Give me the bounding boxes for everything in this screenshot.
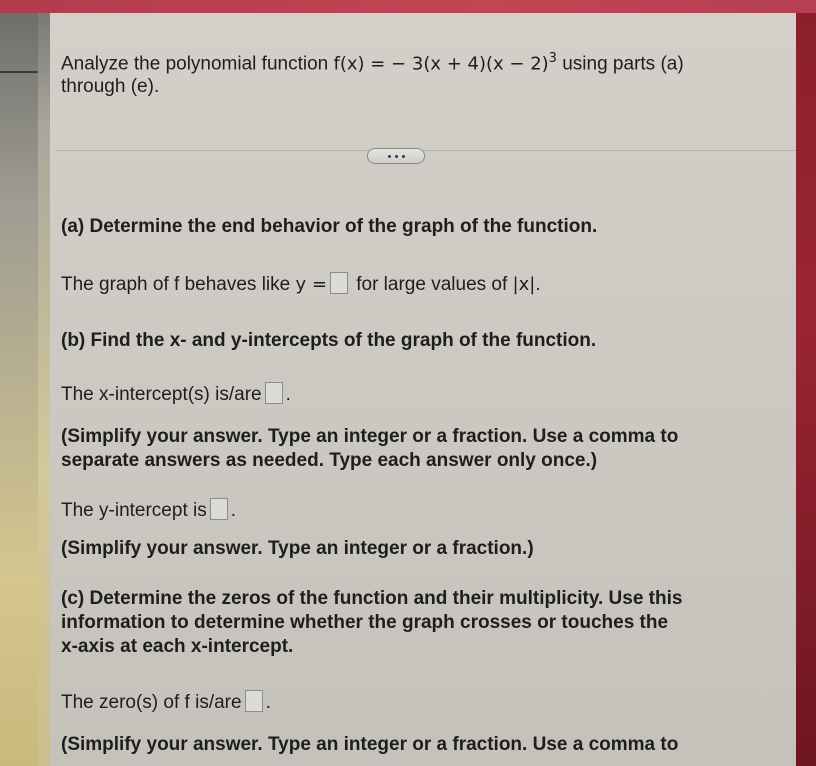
intro-line-2: through (e). — [61, 76, 160, 97]
function-expression: f(x) = − 3(x + 4)(x − 2) — [333, 53, 549, 75]
y-intercept-end: . — [230, 500, 237, 521]
x-intercept-note-2: separate answers as needed. Type each answer only once.) — [61, 450, 598, 471]
part-c-heading-1: (c) Determine the zeros of the function and their multiplicity. Use this — [61, 588, 683, 609]
y-intercept-label: The y-intercept is — [61, 500, 207, 521]
x-intercept-answer-box[interactable] — [265, 382, 283, 404]
zeros-end: . — [265, 692, 271, 713]
x-intercept-label: The x-intercept(s) is/are — [61, 384, 262, 405]
abs-x: |x| — [512, 274, 536, 295]
y-intercept-answer-box[interactable] — [210, 498, 228, 520]
x-intercept-prompt — [61, 382, 291, 406]
left-edge-inner — [0, 13, 38, 766]
part-c-heading-3: x-axis at each x-intercept. — [61, 636, 294, 657]
zeros-note-1: (Simplify your answer. Type an integer or a fraction. Use a comma to — [61, 734, 679, 755]
dot-icon — [402, 155, 405, 158]
intro-line-1 — [61, 48, 684, 75]
dot-icon — [395, 155, 398, 158]
left-edge-cap — [0, 71, 38, 73]
part-a-equation: y = — [295, 274, 327, 295]
part-c-heading-2: information to determine whether the graph crosses or touches the — [61, 612, 669, 633]
part-a-prompt-prefix: The graph of f behaves like — [61, 274, 296, 295]
part-a-prompt-end: . — [535, 274, 541, 295]
top-bar — [0, 0, 816, 13]
dot-icon — [388, 155, 391, 158]
y-intercept-prompt — [61, 498, 236, 522]
part-a-prompt-mid: for large values of — [350, 274, 513, 295]
x-intercept-end: . — [285, 384, 291, 405]
part-a-prompt — [61, 272, 541, 296]
zeros-answer-box[interactable] — [245, 690, 263, 712]
end-behavior-answer-box[interactable] — [330, 272, 348, 294]
expand-more-button[interactable] — [367, 148, 425, 164]
y-intercept-note: (Simplify your answer. Type an integer or a fraction.) — [61, 538, 534, 559]
right-edge — [796, 13, 816, 766]
section-divider — [56, 150, 796, 151]
zeros-prompt — [61, 690, 271, 714]
intro-prefix: Analyze the polynomial function — [61, 53, 334, 75]
zeros-label: The zero(s) of f is/are — [61, 692, 242, 713]
function-exponent: 3 — [548, 51, 557, 66]
left-edge — [0, 13, 50, 766]
intro-suffix: using parts (a) — [556, 53, 684, 75]
part-a-heading: (a) Determine the end behavior of the graph of the function. — [61, 216, 598, 237]
part-b-heading: (b) Find the x- and y-intercepts of the graph of the function. — [61, 330, 597, 351]
x-intercept-note-1: (Simplify your answer. Type an integer or a fraction. Use a comma to — [61, 426, 679, 447]
